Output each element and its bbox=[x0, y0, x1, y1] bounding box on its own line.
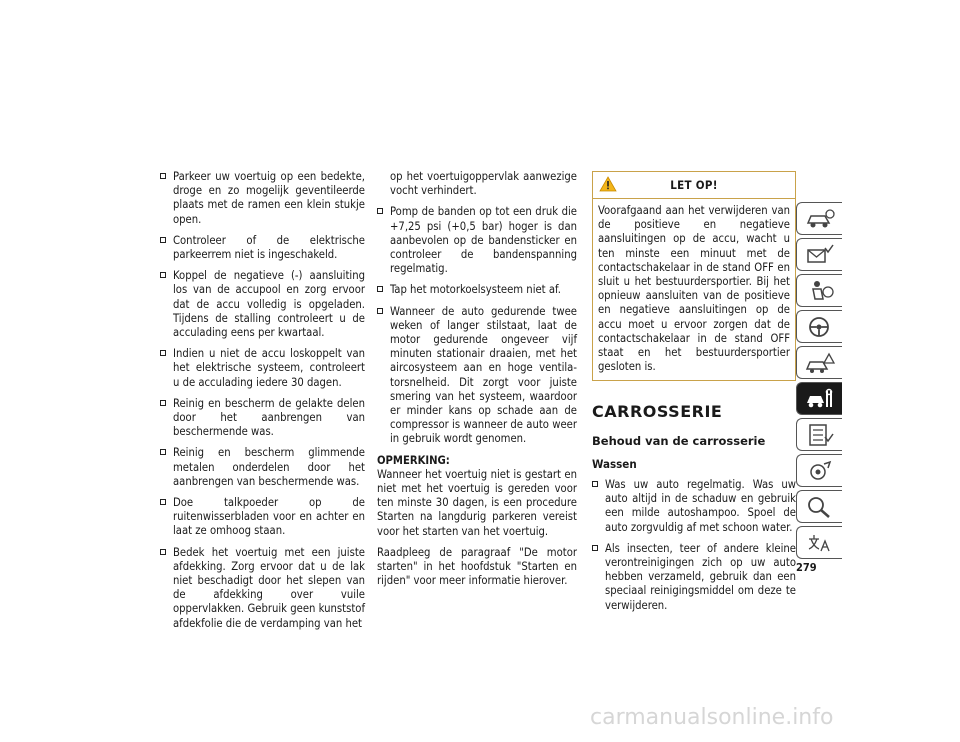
subsection-title: Behoud van de carrosserie bbox=[592, 433, 766, 448]
list-item: Parkeer uw voertuig op een bedekte, droge en zo mogelijk geventileerde plaats met de ramen een klein stukje open. bbox=[160, 170, 365, 227]
section-title: CARROSSERIE bbox=[592, 402, 723, 422]
search-magnifier-icon bbox=[805, 495, 835, 519]
note-text: Wanneer het voertuig niet is gestart en niet met het voertuig is gereden voor ten minste 30 dagen, is een procedure Starten na langdurig parkeren vereist voor het starten van het voertuig. bbox=[377, 467, 577, 538]
list-item: Reinig en bescherm de gelakte delen door het aanbrengen van beschermende was. bbox=[160, 397, 365, 440]
language-index-icon bbox=[805, 531, 835, 555]
list-item: Pomp de banden op tot een druk die +7,25 psi (+0,5 bar) hoger is dan aanbevolen op de bandensticker en controleer de bandenspanning regelmatig. bbox=[377, 205, 577, 276]
car-wrench-icon bbox=[805, 387, 835, 411]
list-item: Controleer of de elektrische parkeerrem niet is ingeschakeld. bbox=[160, 234, 365, 262]
tab-messages[interactable] bbox=[796, 238, 842, 271]
tab-vehicle-info[interactable] bbox=[796, 202, 842, 235]
list-item: Was uw auto regelmatig. Was uw auto altijd in de schaduw en gebruik een milde autoshampoo. Spoel de auto zorgvuldig af met schoon water. bbox=[592, 478, 796, 535]
note-heading: OPMERKING: bbox=[377, 453, 450, 467]
list-item: Doe talkpoeder op de ruitenwisserbladen voor en achter en laat ze omhoog staan. bbox=[160, 496, 365, 539]
list-item: Tap het motorkoelsysteem niet af. bbox=[377, 283, 577, 297]
checklist-icon bbox=[805, 423, 835, 447]
list-item: Reinig en bescherm glimmende metalen onderdelen door het aanbrengen van beschermende was. bbox=[160, 446, 365, 489]
car-crash-warning-icon bbox=[805, 351, 835, 375]
tab-multimedia[interactable] bbox=[796, 454, 842, 487]
tab-languages[interactable] bbox=[796, 526, 842, 559]
steering-wheel-icon bbox=[805, 315, 835, 339]
reference-text: Raadpleeg de paragraaf "De motor starten" in het hoofdstuk "Starten en rijden" voor meer informatie hierover. bbox=[377, 545, 577, 588]
list-item: Wanneer de auto gedurende twee weken of langer stilstaat, laat de motor gedurende ongeveer vijf minuten stationair draaien, met het aircosysteem aan en hoge ventilatorsnelheid. Dit zorgt voor juiste smering van het systeem, waardoor er minder kans op schade aan de compressor is wanneer de auto weer in gebruik wordt genomen. bbox=[377, 305, 577, 447]
car-info-icon bbox=[805, 207, 835, 231]
warning-box bbox=[592, 171, 796, 381]
tab-maintenance-active[interactable] bbox=[796, 382, 842, 415]
mail-check-icon bbox=[805, 243, 835, 267]
warning-title: LET OP! bbox=[670, 178, 718, 192]
airbag-seatbelt-icon bbox=[805, 279, 835, 303]
navigation-media-icon bbox=[805, 459, 835, 483]
page-number: 279 bbox=[796, 561, 817, 574]
column-middle bbox=[377, 170, 577, 595]
continuation-text: op het voertuigoppervlak aanwezige vocht verhindert. bbox=[390, 170, 577, 198]
subsubsection-title: Wassen bbox=[592, 456, 637, 471]
column-left bbox=[160, 170, 365, 638]
list-item: Koppel de negatieve (-) aansluiting los van de accupool en zorg ervoor dat de accu volledig is opgeladen. Tijdens de stalling controleert u de acculading eens per kwartaal. bbox=[160, 269, 365, 340]
tab-index[interactable] bbox=[796, 490, 842, 523]
list-item: Als insecten, teer of andere kleine verontreinigingen zich op uw auto hebben verzameld, gebruik dan een speciaal reinigingsmiddel om deze te verwijderen. bbox=[592, 542, 796, 613]
tab-safety[interactable] bbox=[796, 274, 842, 307]
tab-specifications[interactable] bbox=[796, 418, 842, 451]
warning-header bbox=[593, 172, 795, 199]
tab-emergency[interactable] bbox=[796, 346, 842, 379]
tab-driving[interactable] bbox=[796, 310, 842, 343]
chapter-tabs bbox=[796, 202, 844, 562]
list-item: Indien u niet de accu loskoppelt van het elektrische systeem, controleert u de acculading iedere 30 dagen. bbox=[160, 347, 365, 390]
watermark-text: carmanualsonline.info bbox=[590, 705, 834, 730]
list-item: Bedek het voertuig met een juiste afdekking. Zorg ervoor dat u de lak niet beschadigt door het slepen van de afdekking over vuile oppervlakken. Gebruik geen kunststof afdekfolie die de verdamping van het bbox=[160, 546, 365, 631]
warning-text: Voorafgaand aan het verwijderen van de positieve en negatieve aansluitingen op de accu, wacht u ten minste een minuut met de contactschakelaar in de stand OFF en sluit u het bestuurdersportier. Bij het opnieuw aansluiten van de positieve en negatieve aansluitingen op de accu moet u ervoor zorgen dat de contactschakelaar in de stand OFF staat en het bestuurdersportier gesloten is. bbox=[598, 204, 790, 374]
column-right bbox=[592, 171, 796, 620]
